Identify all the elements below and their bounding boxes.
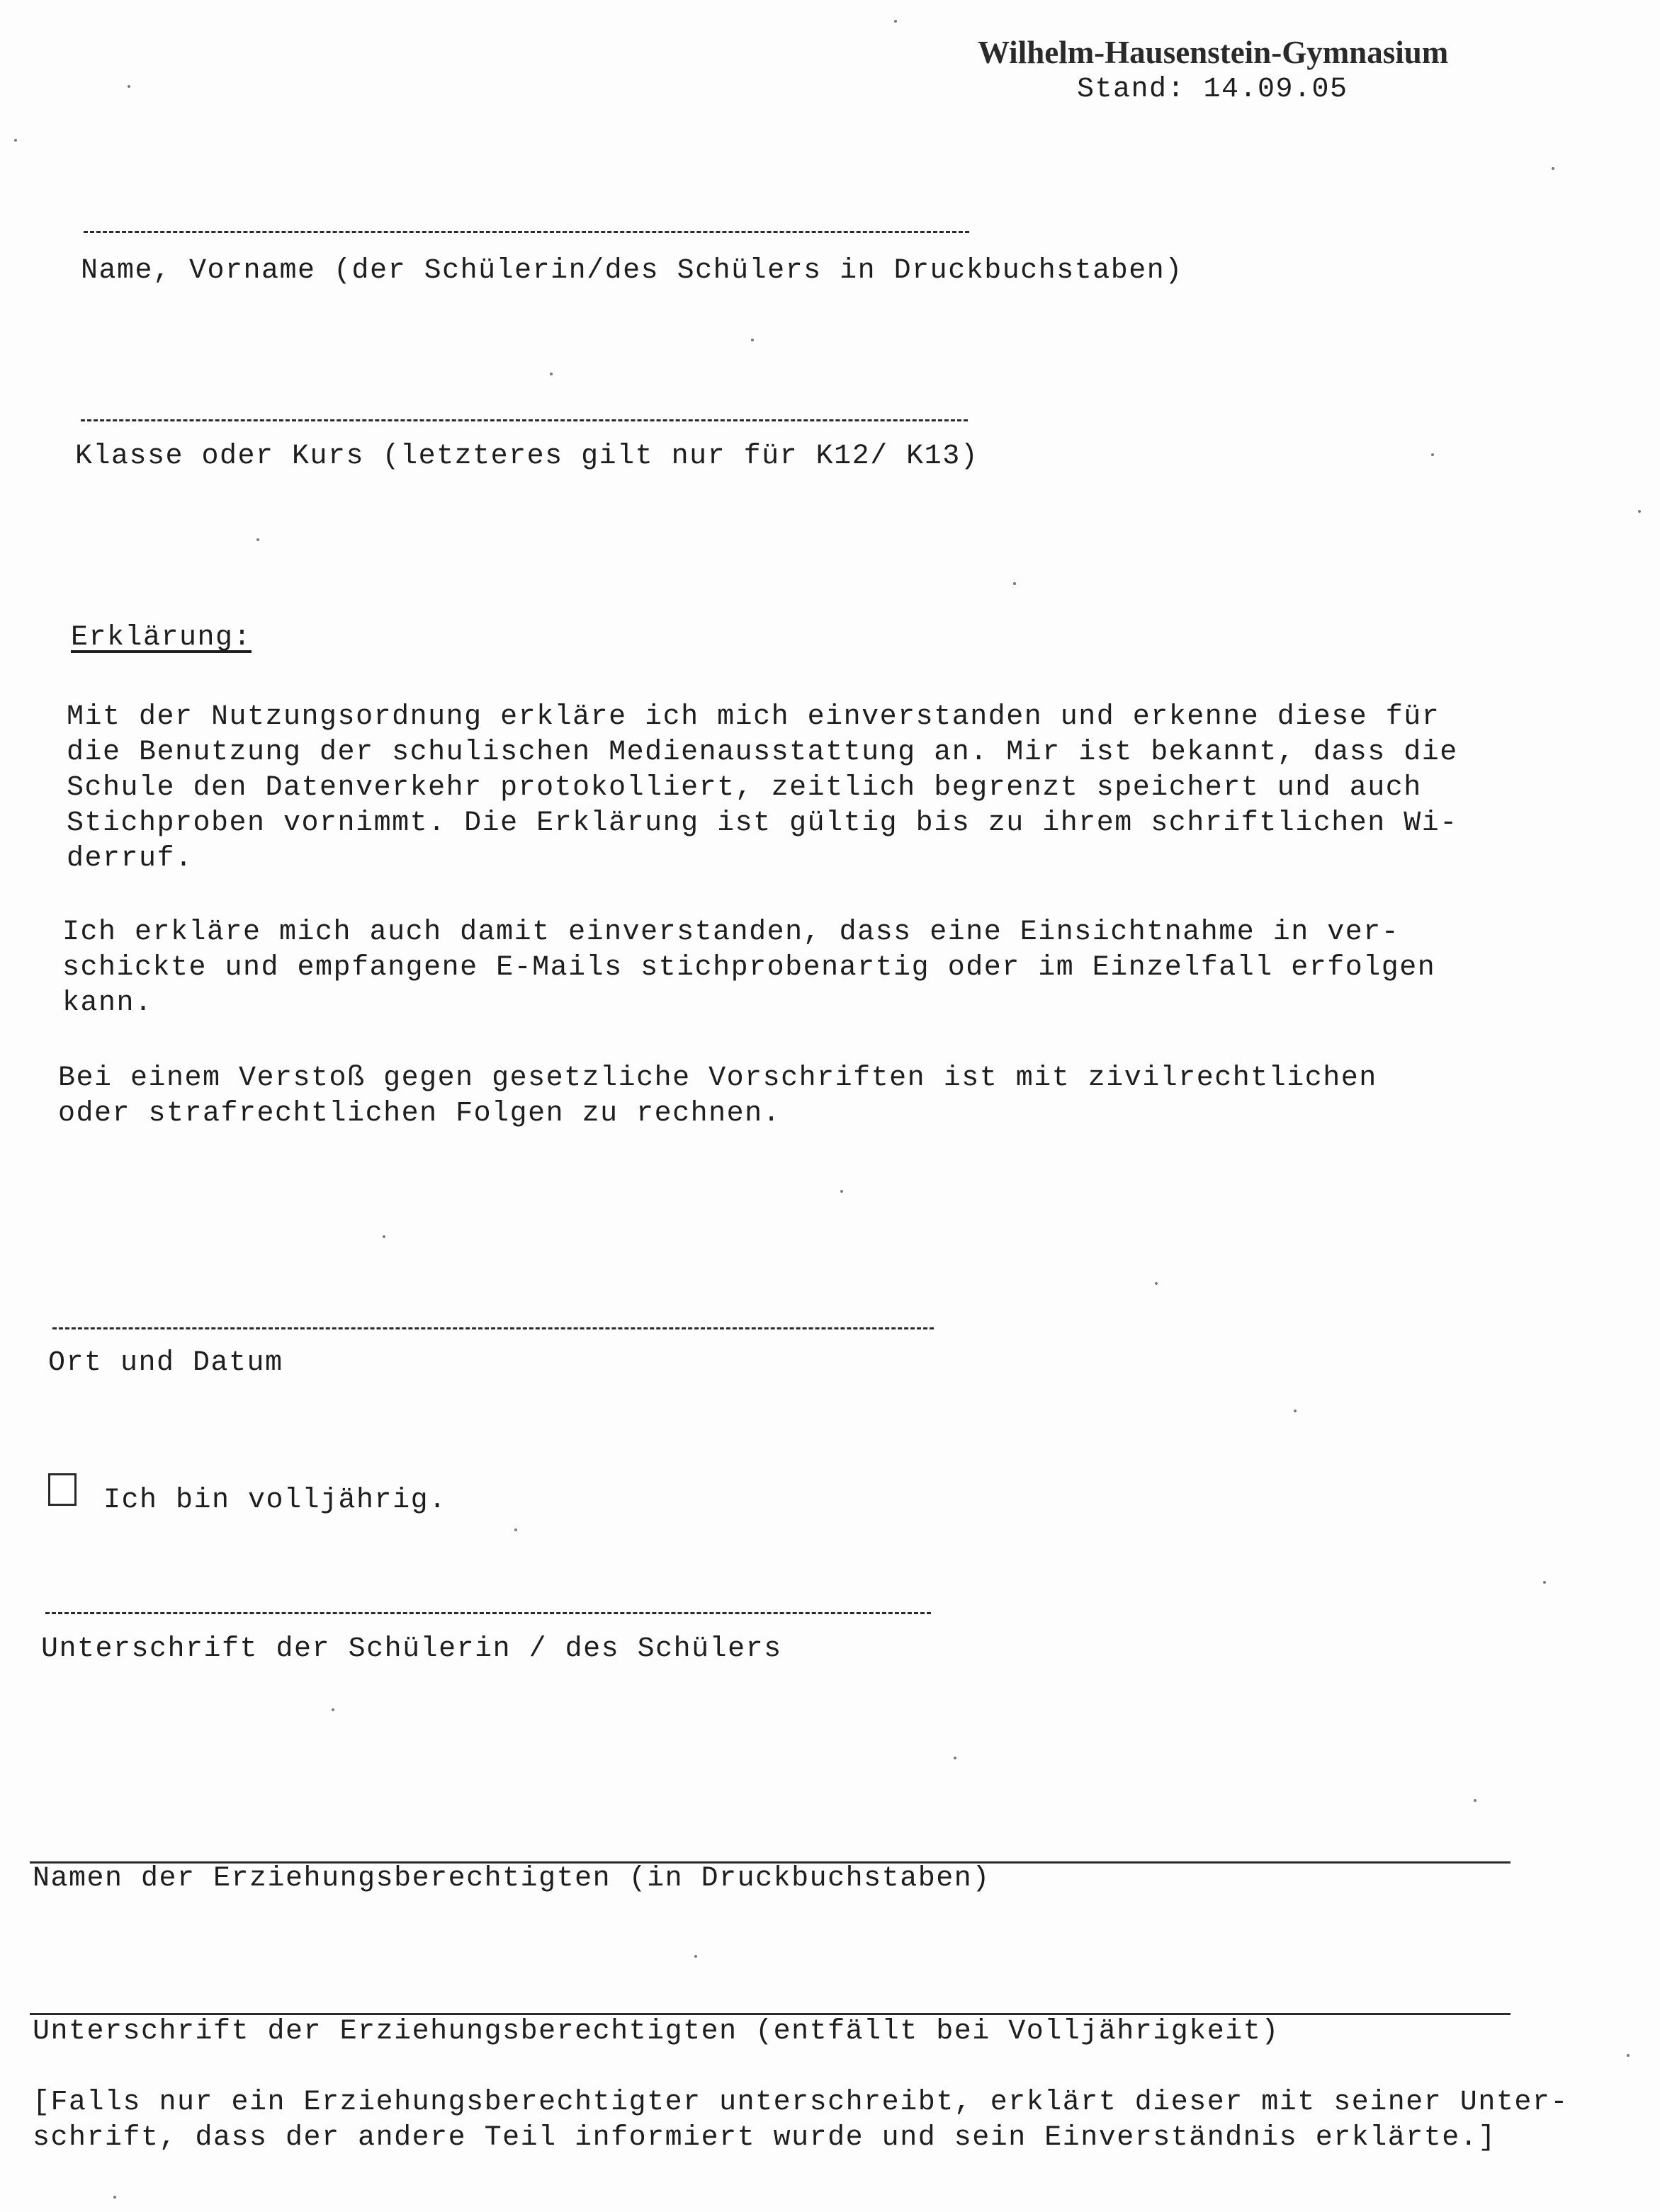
scan-speck — [256, 538, 259, 541]
student-signature-line[interactable] — [45, 1612, 931, 1614]
scan-speck — [332, 1708, 334, 1711]
declaration-paragraph-1 — [67, 700, 1458, 877]
name-entry-line[interactable] — [84, 231, 969, 233]
scan-speck — [1013, 582, 1016, 585]
class-field-label: Klasse oder Kurs (letzteres gilt nur für K12/ K13) — [75, 441, 979, 472]
scan-speck — [694, 1955, 697, 1958]
paragraph-line: Stichproben vornimmt. Die Erklärung ist gültig bis zu ihrem schriftlichen Wi- — [67, 807, 1458, 839]
paragraph-line: derruf. — [67, 843, 193, 875]
scan-speck — [550, 373, 553, 375]
scan-speck — [14, 139, 17, 142]
declaration-paragraph-2 — [62, 915, 1435, 1021]
footnote-line: [Falls nur ein Erziehungsberechtigter unterschreibt, erklärt dieser mit seiner Unter- — [33, 2087, 1569, 2119]
paragraph-line: die Benutzung der schulischen Medienausstattung an. Mir ist bekannt, dass die — [67, 737, 1458, 768]
adult-checkbox[interactable] — [48, 1473, 77, 1506]
paragraph-line: Ich erkläre mich auch damit einverstanden, dass eine Einsichtnahme in ver- — [62, 917, 1400, 948]
scan-speck — [383, 1235, 385, 1238]
scan-speck — [1543, 1581, 1546, 1584]
scan-speck — [840, 1190, 843, 1193]
student-signature-label: Unterschrift der Schülerin / des Schülers — [41, 1633, 782, 1665]
paragraph-line: Bei einem Verstoß gegen gesetzliche Vorschriften ist mit zivilrechtlichen — [58, 1062, 1377, 1094]
scan-speck — [1552, 167, 1554, 170]
scan-speck — [1638, 510, 1641, 513]
adult-checkbox-label: Ich bin volljährig. — [103, 1485, 447, 1516]
name-field-label: Name, Vorname (der Schülerin/des Schülers in Druckbuchstaben) — [81, 255, 1183, 287]
paragraph-line: oder strafrechtlichen Folgen zu rechnen. — [58, 1098, 781, 1130]
paragraph-line: schickte und empfangene E-Mails stichprobenartig oder im Einzelfall erfolgen — [62, 952, 1436, 984]
scan-speck — [751, 339, 754, 341]
guardian-signature-label: Unterschrift der Erziehungsberechtigten (entfällt bei Volljährigkeit) — [33, 2016, 1280, 2048]
guardian-names-label: Namen der Erziehungsberechtigten (in Druckbuchstaben) — [33, 1863, 990, 1895]
place-date-entry-line[interactable] — [52, 1327, 934, 1329]
scan-speck — [954, 1757, 956, 1759]
scan-speck — [1155, 1282, 1158, 1285]
footnote-line: schrift, dass der andere Teil informiert wurde und sein Einverständnis erklärte.] — [33, 2122, 1496, 2154]
paragraph-line: Schule den Datenverkehr protokolliert, zeitlich begrenzt speichert und auch — [67, 772, 1422, 804]
class-entry-line[interactable] — [81, 419, 968, 421]
footnote — [33, 2085, 1569, 2156]
school-name: Wilhelm-Hausenstein-Gymnasium — [978, 35, 1449, 70]
declaration-paragraph-3 — [58, 1061, 1377, 1132]
scan-speck — [128, 85, 130, 88]
scan-speck — [1474, 1799, 1477, 1802]
stand-date: Stand: 14.09.05 — [1077, 74, 1348, 106]
declaration-heading: Erklärung: — [71, 622, 252, 654]
scan-speck — [894, 20, 897, 23]
scan-speck — [514, 1528, 517, 1531]
scan-speck — [1294, 1410, 1297, 1412]
paragraph-line: kann. — [62, 987, 153, 1019]
scan-speck — [1431, 453, 1434, 456]
guardian-signature-line[interactable] — [30, 2013, 1511, 2015]
scan-speck — [1627, 2054, 1630, 2057]
paragraph-line: Mit der Nutzungsordnung erkläre ich mich einverstanden und erkenne diese für — [67, 701, 1440, 733]
scan-speck — [113, 2196, 116, 2199]
place-date-label: Ort und Datum — [48, 1347, 283, 1379]
